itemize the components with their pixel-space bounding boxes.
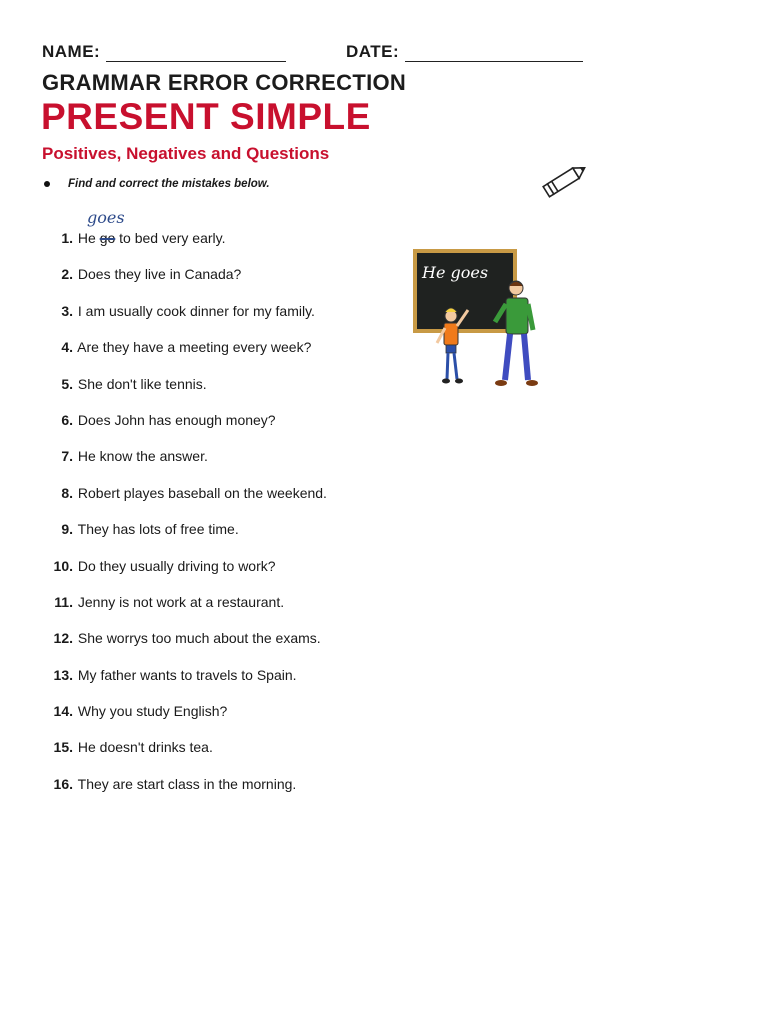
exercise-item — [40, 447, 327, 483]
exercise-item — [40, 775, 327, 811]
date-field — [346, 42, 583, 62]
date-blank[interactable] — [405, 47, 583, 62]
item-number: 2. — [61, 266, 73, 283]
item-number: 16. — [53, 775, 73, 792]
item-number: 10. — [53, 557, 73, 574]
item-number: 1. — [61, 230, 73, 246]
chalkboard-illustration — [410, 246, 542, 396]
instructions — [44, 178, 270, 190]
item-number: 15. — [53, 739, 73, 756]
exercise-item — [40, 702, 327, 738]
item-text: She worrys too much about the exams. — [77, 630, 321, 647]
item-text: They has lots of free time. — [77, 521, 239, 538]
exercise-item — [40, 520, 327, 556]
chalkboard-text: He goes — [422, 263, 489, 282]
teacher-figure — [495, 281, 538, 386]
struck-word: go — [99, 230, 116, 246]
exercise-item — [40, 229, 327, 265]
item-text: Jenny is not work at a restaurant. — [77, 593, 285, 610]
date-label: DATE: — [346, 42, 400, 61]
exercise-item — [40, 338, 327, 374]
bullet-icon — [44, 181, 50, 187]
item-text: Does John has enough money? — [77, 411, 276, 428]
item-number: 6. — [61, 411, 73, 428]
name-blank[interactable] — [106, 47, 286, 62]
item-text: I am usually cook dinner for my family. — [77, 302, 315, 319]
exercise-item — [40, 265, 327, 301]
item-text: Are they have a meeting every week? — [77, 339, 312, 356]
item-text: Robert playes baseball on the weekend. — [77, 484, 327, 501]
child-figure — [437, 308, 468, 384]
name-field — [42, 42, 286, 62]
worksheet-topic: PRESENT SIMPLE — [41, 96, 371, 137]
item-number: 8. — [61, 484, 73, 501]
item-text: Does they live in Canada? — [77, 266, 242, 283]
exercise-item — [40, 557, 327, 593]
exercise-item — [40, 738, 327, 774]
exercise-item — [40, 666, 327, 702]
item-number: 12. — [53, 630, 73, 647]
item-number: 13. — [53, 666, 73, 683]
instructions-text: Find and correct the mistakes below. — [68, 178, 270, 190]
item-text: Do they usually driving to work? — [77, 557, 276, 574]
exercise-item — [40, 302, 327, 338]
item-number: 5. — [61, 375, 73, 392]
worksheet-subtitle: Positives, Negatives and Questions — [42, 144, 330, 163]
people-illustration — [410, 246, 542, 396]
item-text-example: He go to bed very early. — [77, 230, 226, 246]
exercise-item — [40, 629, 327, 665]
item-number: 14. — [53, 703, 73, 720]
worksheet-title: GRAMMAR ERROR CORRECTION — [42, 70, 407, 95]
exercise-item — [40, 411, 327, 447]
item-number: 7. — [61, 448, 73, 465]
exercise-list — [40, 229, 327, 811]
item-text: He doesn't drinks tea. — [77, 739, 213, 756]
item-text: Why you study English? — [77, 703, 228, 720]
name-label: NAME: — [42, 42, 101, 61]
item-number: 11. — [54, 593, 73, 610]
item-number: 4. — [61, 339, 73, 356]
item-text: My father wants to travels to Spain. — [77, 666, 297, 683]
item-number: 3. — [61, 302, 73, 319]
exercise-item — [40, 484, 327, 520]
exercise-item — [40, 593, 327, 629]
item-number: 9. — [61, 521, 73, 538]
exercise-item — [40, 375, 327, 411]
pencil-icon — [540, 160, 590, 200]
item-text: He know the answer. — [77, 448, 208, 465]
item-text: They are start class in the morning. — [77, 775, 297, 792]
example-correction: goes — [87, 208, 125, 227]
item-text: She don't like tennis. — [77, 375, 207, 392]
